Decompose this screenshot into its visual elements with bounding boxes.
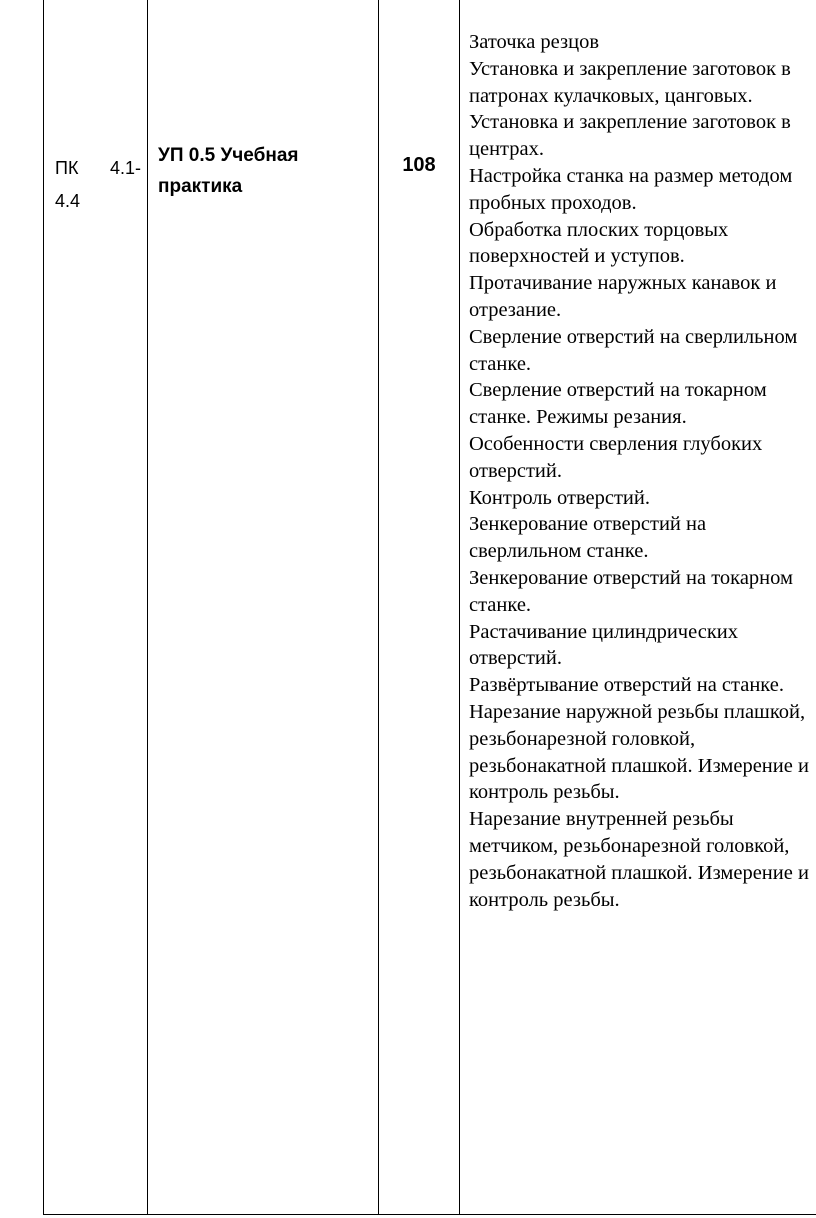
- competency-code-line: ПК 4.1-: [55, 158, 141, 178]
- topic-line: сверлильном станке.: [469, 540, 649, 563]
- topic-line: Нарезание наружной резьбы плашкой,: [469, 700, 806, 723]
- hours-cell: [379, 0, 460, 1214]
- topic-line: резьбонакатной плашкой. Измерение и: [469, 861, 809, 884]
- topic-line: отверстий.: [469, 459, 562, 482]
- topic-line: Зенкерование отверстий на: [469, 513, 707, 536]
- topic-line: контроль резьбы.: [469, 888, 620, 911]
- topic-line: резьбонакатной плашкой. Измерение и: [469, 754, 809, 777]
- topic-line: станке.: [469, 352, 532, 375]
- topic-line: Обработка плоских торцовых: [469, 218, 729, 241]
- topic-line: Сверление отверстий на токарном: [469, 379, 767, 402]
- topic-line: Установка и закрепление заготовок в: [469, 57, 791, 80]
- curriculum-table: [43, 0, 816, 1215]
- topic-line: Протачивание наружных канавок и: [469, 272, 777, 295]
- topic-line: Растачивание цилиндрических: [469, 620, 739, 643]
- practice-title-cell: [148, 0, 379, 1214]
- hours-value: 108: [402, 154, 436, 176]
- topic-line: патронах кулачковых, цанговых.: [469, 84, 753, 107]
- topic-line: станке. Режимы резания.: [469, 406, 687, 429]
- topic-line: метчиком, резьбонарезной головкой,: [469, 834, 790, 857]
- practice-title: УП 0.5 Учебная практика: [158, 145, 299, 197]
- topic-line: Развёртывание отверстий на станке.: [469, 674, 784, 697]
- topic-line: Настройка станка на размер методом: [469, 164, 793, 187]
- topic-line: Сверление отверстий на сверлильном: [469, 325, 798, 348]
- topic-line: Особенности сверления глубоких: [469, 432, 763, 455]
- competency-code-line: 4.4: [55, 191, 81, 211]
- topic-line: поверхностей и уступов.: [469, 245, 685, 268]
- topic-line: пробных проходов.: [469, 191, 637, 214]
- topic-line: отрезание.: [469, 298, 562, 321]
- topics-list: [469, 29, 816, 913]
- topic-line: центрах.: [469, 138, 544, 161]
- competency-code-cell: [44, 0, 148, 1214]
- topic-line: Установка и закрепление заготовок в: [469, 111, 791, 134]
- topic-line: контроль резьбы.: [469, 781, 620, 804]
- topic-line: отверстий.: [469, 647, 562, 670]
- topic-line: Зенкерование отверстий на токарном: [469, 566, 793, 589]
- topics-cell: [460, 0, 816, 1214]
- topic-line: Заточка резцов: [469, 31, 600, 53]
- topic-line: станке.: [469, 593, 532, 616]
- topic-line: Контроль отверстий.: [469, 486, 650, 509]
- topic-line: резьбонарезной головкой,: [469, 727, 696, 750]
- topic-line: Нарезание внутренней резьбы: [469, 808, 734, 831]
- competency-code: [55, 152, 141, 218]
